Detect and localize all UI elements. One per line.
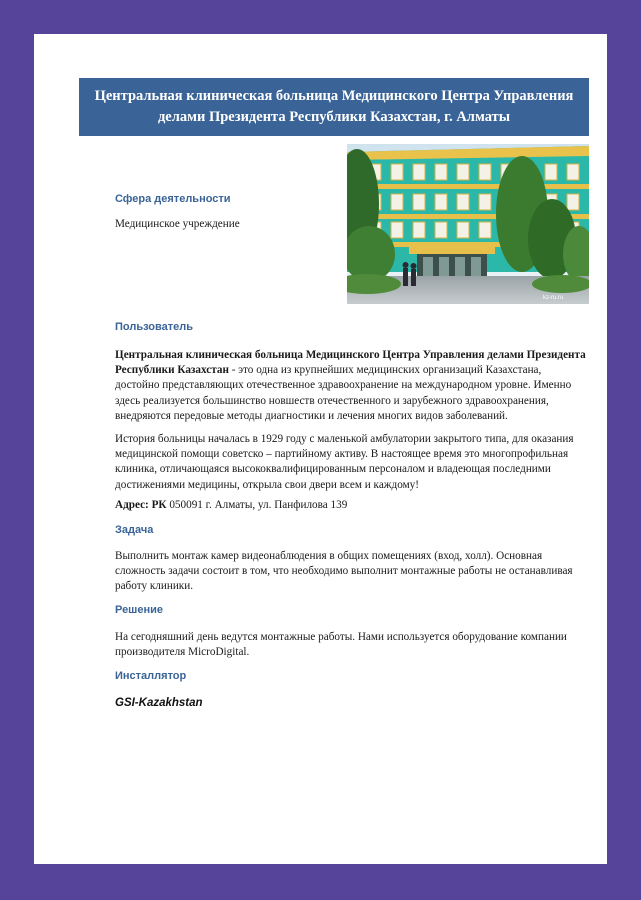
address-country: РК — [148, 499, 167, 511]
solution-heading: Решение — [115, 604, 163, 616]
address-value: 050091 г. Алматы, ул. Панфилова 139 — [166, 499, 348, 511]
photo-watermark: kz-ru.ru — [543, 295, 564, 301]
task-heading: Задача — [115, 524, 154, 536]
task-text: Выполнить монтаж камер видеонаблюдения в общих помещениях (вход, холл). Основная сложность задачи состоит в том, что необходимо выполнит монтажные работы не останавливая работу клиники. — [115, 550, 573, 593]
solution-text: На сегодняшний день ведутся монтажные работы. Нами используется оборудование компании производителя MicroDigital. — [115, 631, 567, 659]
user-paragraph-1 — [115, 348, 588, 424]
user-paragraph-1-rest: - это одна из крупнейших медицинских организаций Казахстана, достойно представляющих отечественное здравоохранение на международном уровне. Именно здесь реализуется большинство новшеств отечественного и зарубежного здравоохранения, внедряются передовые методы диагностики и лечения многих видов заболеваний. — [115, 364, 572, 422]
sphere-heading: Сфера деятельности — [115, 193, 231, 205]
address-label: Адрес: — [115, 499, 149, 511]
user-name-bold: Центральная клиническая больница Медицинского Центра Управления делами Президента Республики Казахстан — [115, 349, 586, 377]
installer-name: GSI-Kazakhstan — [115, 697, 203, 709]
user-paragraph-2: История больницы началась в 1929 году с маленькой амбулатории закрытого типа, для оказания медицинской помощи советско – партийному активу. В настоящее время это многопрофильная клиника, отличающаяся высококвалифицированным персоналом и владеющая последними достижениями медицины, открыла свои двери всем и каждому! — [115, 433, 574, 491]
address-line — [115, 498, 588, 513]
page-title: Центральная клиническая больница Медицинского Центра Управления делами Президента Республики Казахстан, г. Алматы — [79, 78, 589, 136]
user-heading: Пользователь — [115, 321, 194, 333]
document-page — [34, 34, 607, 864]
installer-heading: Инсталлятор — [115, 670, 187, 682]
sphere-text: Медицинское учреждение — [115, 218, 240, 230]
